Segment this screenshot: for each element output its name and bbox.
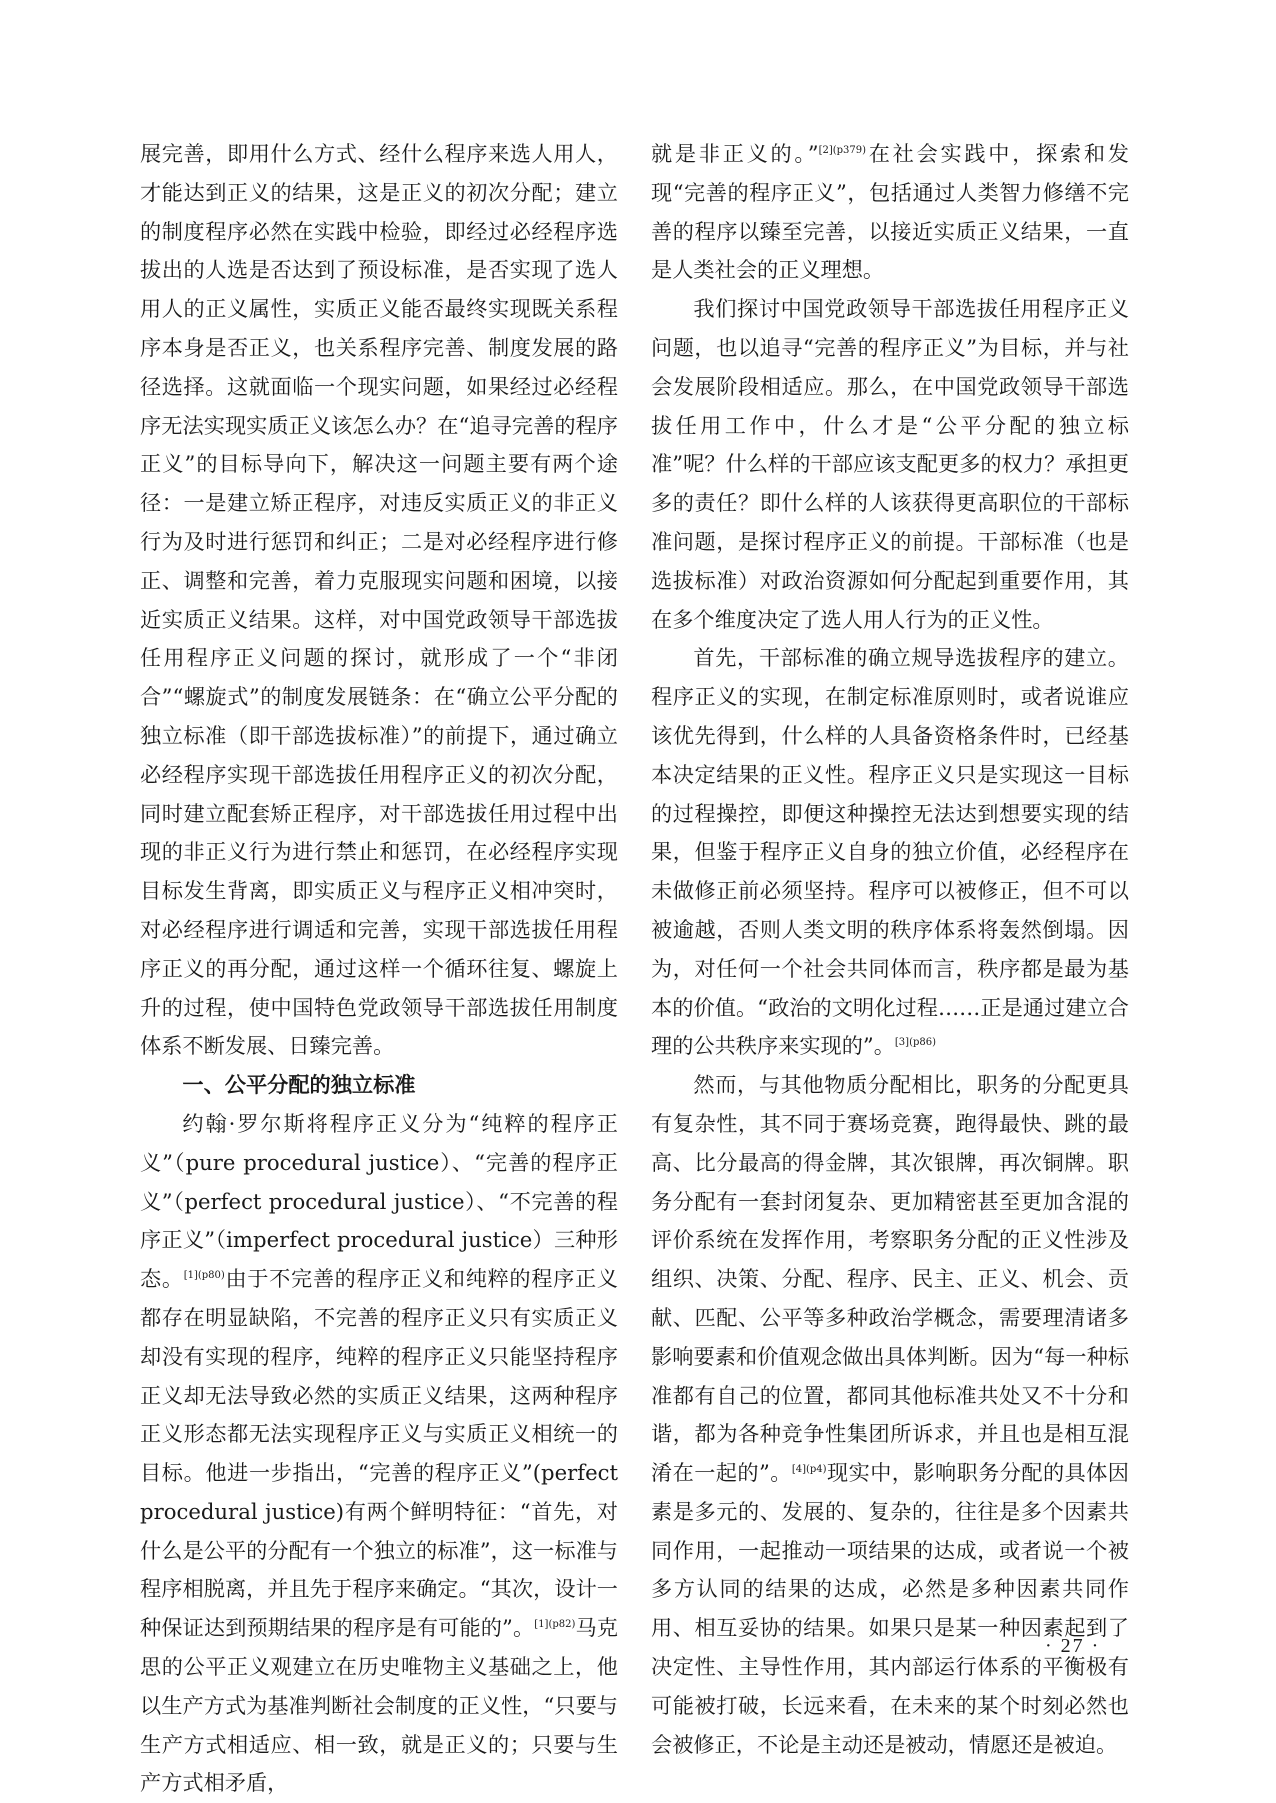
text-segment: 由于不完善的程序正义和纯粹的程序正义都存在明显缺陷，不完善的程序正义只有实质正义却没有实现的程序，纯粹的程序正义只能坚持程序正义却无法导致必然的实质正义结果，这两种程序正义形态都无法实现程序正义与实质正义相统一的目标。他进一步指出，“完善的程序正义”(perfect procedural justice)有两个鲜明特征：“首先，对什么是公平的分配有一个独立的标准”，这一标准与程序相脱离，并且先于程序来确定。“其次，设计一种保证达到预期结果的程序是有可能的”。: [140, 1266, 618, 1641]
text-segment: 首先，干部标准的确立规导选拔程序的建立。程序正义的实现，在制定标准原则时，或者说谁应该优先得到，什么样的人具备资格条件时，已经基本决定结果的正义性。程序正义只是实现这一目标的过程操控，即便这种操控无法达到想要实现的结果，但鉴于程序正义自身的独立价值，必经程序在未做修正前必须坚持。程序可以被修正，但不可以被逾越，否则人类文明的秩序体系将轰然倒塌。因为，对任何一个社会共同体而言，秩序都是最为基本的价值。“政治的文明化过程……正是通过建立合理的公共秩序来实现的”。: [651, 645, 1129, 1059]
paragraph-continued: [651, 135, 1129, 290]
paragraph-continued: 展完善，即用什么方式、经什么程序来选人用人，才能达到正义的结果，这是正义的初次分配；建立的制度程序必然在实践中检验，即经过必经程序选拔出的人选是否达到了预设标准，是否实现了选人用人的正义属性，实质正义能否最终实现既关系程序本身是否正义，也关系程序完善、制度发展的路径选择。这就面临一个现实问题，如果经过必经程序无法实现实质正义该怎么办？在“追寻完善的程序正义”的目标导向下，解决这一问题主要有两个途径：一是建立矫正程序，对违反实质正义的非正义行为及时进行惩罚和纠正；二是对必经程序进行修正、调整和完善，着力克服现实问题和困境，以接近实质正义结果。这样，对中国党政领导干部选拔任用程序正义问题的探讨，就形成了一个“非闭合”“螺旋式”的制度发展链条：在“确立公平分配的独立标准（即干部选拔标准）”的前提下，通过确立必经程序实现干部选拔任用程序正义的初次分配，同时建立配套矫正程序，对干部选拔任用过程中出现的非正义行为进行禁止和惩罚，在必经程序实现目标发生背离，即实质正义与程序正义相冲突时，对必经程序进行调适和完善，实现干部选拔任用程序正义的再分配，通过这样一个循环往复、螺旋上升的过程，使中国特色党政领导干部选拔任用制度体系不断发展、日臻完善。: [140, 141, 618, 1059]
page-number: · 27 ·: [1045, 1635, 1101, 1657]
citation-marker: [3](p86): [894, 1037, 936, 1049]
text-segment: 马克思的公平正义观建立在历史唯物主义基础之上，他以生产方式为基准判断社会制度的正义性，“只要与生产方式相适应、相一致，就是正义的；只要与生产方式相矛盾，: [140, 1615, 618, 1796]
paragraph: [651, 639, 1129, 1066]
text-segment: 现实中，影响职务分配的具体因素是多元的、发展的、复杂的，往往是多个因素共同作用，一起推动一项结果的达成，或者说一个被多方认同的结果的达成，必然是多种因素共同作用、相互妥协的结果。如果只是某一种因素起到了决定性、主导性作用，其内部运行体系的平衡极有可能被打破，长远来看，在未来的某个时刻必然也会被修正，不论是主动还是被动，情愿还是被迫。: [651, 1460, 1129, 1757]
citation-marker: [4](p4): [791, 1464, 827, 1476]
section-heading: 一、公平分配的独立标准: [182, 1072, 416, 1098]
text-segment: 就是非正义的。”: [651, 141, 819, 166]
citation-marker: [2](p379): [818, 145, 867, 156]
text-segment: 约翰·罗尔斯将程序正义分为“纯粹的程序正义”（pure procedural justice）、“完善的程序正义”（perfect procedural justice）、“不完善的程序正义”（imperfect procedural justice）三种形态。: [140, 1110, 618, 1292]
text-segment: 然而，与其他物质分配相比，职务的分配更具有复杂性，其不同于赛场竞赛，跑得最快、跳的最高、比分最高的得金牌，其次银牌，再次铜牌。职务分配有一套封闭复杂、更加精密甚至更加含混的评价系统在发挥作用，考察职务分配的正义性涉及组织、决策、分配、程序、民主、正义、机会、贡献、匹配、公平等多种政治学概念，需要理清诸多影响要素和价值观念做出具体判断。因为“每一种标准都有自己的位置，都同其他标准共处又不十分和谐，都为各种竞争性集团所诉求，并且也是相互混淆在一起的”。: [651, 1072, 1129, 1486]
text-segment: 在社会实践中，探索和发现“完善的程序正义”，包括通过人类智力修缮不完善的程序以臻至完善，以接近实质正义结果，一直是人类社会的正义理想。: [651, 141, 1129, 283]
paragraph: 我们探讨中国党政领导干部选拔任用程序正义问题，也以追寻“完善的程序正义”为目标，并与社会发展阶段相适应。那么，在中国党政领导干部选拔任用工作中，什么才是“公平分配的独立标准”呢？什么样的干部应该支配更多的权力？承担更多的责任？即什么样的人该获得更高职位的干部标准问题，是探讨程序正义的前提。干部标准（也是选拔标准）对政治资源如何分配起到重要作用，其在多个维度决定了选人用人行为的正义性。: [651, 296, 1129, 632]
right-column: [651, 135, 1129, 1764]
left-column: [140, 135, 618, 1803]
citation-marker: [1](p80): [183, 1270, 225, 1282]
citation-marker: [1](p82): [534, 1619, 576, 1631]
paragraph-rawls: [140, 1105, 618, 1803]
paragraph: [651, 1066, 1129, 1764]
